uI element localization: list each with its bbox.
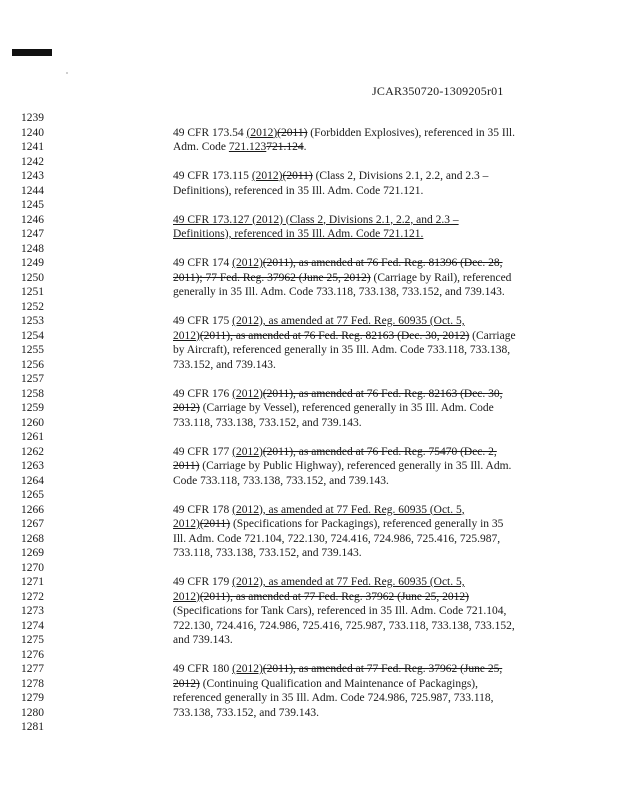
text-line bbox=[173, 198, 543, 213]
text-line bbox=[173, 662, 543, 677]
line-number: 1255 bbox=[21, 344, 44, 356]
text-line bbox=[173, 184, 543, 199]
deleted-text: 2012) bbox=[173, 677, 200, 690]
line-number: 1280 bbox=[21, 706, 44, 719]
line-number: 1270 bbox=[21, 561, 44, 574]
text-line bbox=[173, 329, 543, 344]
inserted-text: 2012) bbox=[173, 518, 200, 530]
deleted-text: 2011); 77 Fed. Reg. 37962 (June 25, 2012) bbox=[173, 271, 371, 284]
text-line bbox=[173, 474, 543, 489]
text-run: 733.118, 733.138, 733.152, and 739.143. bbox=[173, 416, 362, 429]
line-number: 1253 bbox=[21, 315, 44, 327]
deleted-text: (2011) bbox=[282, 170, 313, 182]
text-run: 49 CFR 175 bbox=[173, 315, 233, 327]
text-line bbox=[173, 575, 543, 590]
text-run: (Class 2, Divisions 2.1, 2.2, and 2.3 – bbox=[312, 170, 489, 182]
text-line bbox=[173, 546, 543, 561]
line-number: 1243 bbox=[21, 170, 44, 182]
text-run: (Carriage by Vessel), referenced generally in 35 Ill. Adm. Code bbox=[199, 402, 494, 414]
line-number: 1258 bbox=[21, 387, 44, 400]
text-line bbox=[173, 430, 543, 445]
deleted-text: (2011), as amended at 76 Fed. Reg. 75470 (Dec. 2, bbox=[262, 445, 497, 458]
line-number: 1265 bbox=[21, 489, 44, 501]
line-number: 1277 bbox=[21, 663, 44, 675]
text-line bbox=[173, 387, 543, 402]
text-line bbox=[173, 401, 543, 416]
inserted-text: 721.123 bbox=[228, 141, 267, 153]
line-number: 1267 bbox=[21, 518, 44, 530]
line-number: 1239 bbox=[21, 112, 44, 124]
text-line bbox=[173, 517, 543, 532]
text-line bbox=[173, 561, 543, 576]
text-line bbox=[173, 285, 543, 300]
text-run: (Carriage bbox=[469, 329, 516, 342]
text-line bbox=[173, 213, 543, 228]
inserted-text: (2012) bbox=[232, 663, 263, 675]
text-line bbox=[173, 343, 543, 358]
text-line bbox=[173, 720, 543, 735]
text-run: (Carriage by Rail), referenced bbox=[370, 271, 512, 284]
inserted-text: (2012) bbox=[246, 126, 278, 139]
deleted-text: (2011), as amended at 76 Fed. Reg. 81396 (Dec. 28, bbox=[262, 257, 503, 269]
line-number: 1245 bbox=[21, 199, 44, 211]
text-run: 733.118, 733.138, 733.152, and 739.143. bbox=[173, 547, 362, 559]
text-run: Code 733.118, 733.138, 733.152, and 739.143. bbox=[173, 474, 389, 487]
line-number: 1274 bbox=[21, 619, 44, 632]
line-number: 1244 bbox=[21, 184, 44, 197]
deleted-text: (2011), as amended at 77 Fed. Reg. 37962 (June 25, 2012) bbox=[199, 590, 469, 603]
text-line bbox=[173, 445, 543, 460]
line-number-gutter bbox=[21, 111, 61, 735]
text-line bbox=[173, 242, 543, 257]
inserted-text: Definitions), referenced in 35 Ill. Adm. Code 721.121. bbox=[173, 228, 424, 240]
inserted-text: (2012), as amended at 77 Fed. Reg. 60935 (Oct. 5, bbox=[232, 503, 465, 516]
deleted-text: (2011) bbox=[199, 518, 231, 530]
text-line bbox=[173, 300, 543, 315]
inserted-text: (2012) bbox=[232, 257, 263, 269]
line-number: 1259 bbox=[21, 402, 44, 414]
line-number: 1252 bbox=[21, 300, 44, 313]
line-number: 1249 bbox=[21, 257, 44, 269]
deleted-text: 2012) bbox=[173, 402, 200, 414]
deleted-text: (2011), as amended at 76 Fed. Reg. 82163 (Dec. 30, 2012) bbox=[199, 329, 470, 342]
text-line bbox=[173, 604, 543, 619]
text-line bbox=[173, 648, 543, 663]
inserted-text: 2012) bbox=[173, 329, 200, 342]
inserted-text: 49 CFR 173.127 (2012) (Class 2, Divisions 2.1, 2.2, and 2.3 – bbox=[173, 213, 459, 226]
text-run: referenced generally in 35 Ill. Adm. Code 724.986, 725.987, 733.118, bbox=[173, 692, 494, 704]
text-line bbox=[173, 532, 543, 547]
text-line bbox=[173, 677, 543, 692]
inserted-text: (2012), as amended at 77 Fed. Reg. 60935 (Oct. 5, bbox=[232, 315, 465, 327]
text-line bbox=[173, 633, 543, 648]
text-run: Definitions), referenced in 35 Ill. Adm. Code 721.121. bbox=[173, 184, 424, 197]
text-run: Adm. Code bbox=[173, 141, 229, 153]
text-run: 733.138, 733.152, and 739.143. bbox=[173, 706, 319, 719]
text-run: generally in 35 Ill. Adm. Code 733.118, 733.138, 733.152, and 739.143. bbox=[173, 286, 505, 298]
line-number: 1251 bbox=[21, 286, 44, 298]
text-run: 49 CFR 173.115 bbox=[173, 170, 252, 182]
text-line bbox=[173, 227, 543, 242]
line-number: 1242 bbox=[21, 155, 44, 168]
inserted-text: (2012), as amended at 77 Fed. Reg. 60935 (Oct. 5, bbox=[232, 576, 465, 588]
text-line bbox=[173, 155, 543, 170]
text-run: (Carriage by Public Highway), referenced generally in 35 Ill. Adm. bbox=[199, 460, 512, 472]
line-number: 1276 bbox=[21, 648, 44, 661]
text-line bbox=[173, 503, 543, 518]
line-number: 1257 bbox=[21, 373, 44, 385]
text-line bbox=[173, 459, 543, 474]
text-run: 49 CFR 173.54 bbox=[173, 126, 247, 139]
text-run: (Specifications for Packagings), referenced generally in 35 bbox=[230, 518, 504, 530]
deleted-text: 2011) bbox=[173, 460, 200, 472]
document-id: JCAR350720-1309205r01 bbox=[372, 84, 504, 98]
line-number: 1240 bbox=[21, 126, 44, 139]
text-line bbox=[173, 111, 543, 126]
line-number: 1262 bbox=[21, 445, 44, 458]
line-number: 1279 bbox=[21, 692, 44, 704]
text-run: (Continuing Qualification and Maintenance of Packagings), bbox=[199, 677, 479, 690]
text-run: 49 CFR 176 bbox=[173, 387, 233, 400]
text-line bbox=[173, 590, 543, 605]
text-line bbox=[173, 416, 543, 431]
text-run: 49 CFR 174 bbox=[173, 257, 233, 269]
line-number: 1269 bbox=[21, 547, 44, 559]
line-number: 1281 bbox=[21, 721, 44, 733]
line-number: 1254 bbox=[21, 329, 44, 342]
line-number: 1271 bbox=[21, 576, 44, 588]
line-number: 1273 bbox=[21, 605, 44, 617]
inserted-text: 2012) bbox=[173, 590, 200, 603]
line-number: 1248 bbox=[21, 242, 44, 255]
text-line bbox=[173, 169, 543, 184]
text-run: 49 CFR 178 bbox=[173, 503, 233, 516]
deleted-text: (2011) bbox=[277, 126, 308, 139]
text-line bbox=[173, 358, 543, 373]
scan-speck bbox=[66, 72, 68, 74]
line-number: 1266 bbox=[21, 503, 44, 516]
inserted-text: (2012) bbox=[251, 170, 283, 182]
text-run: (Specifications for Tank Cars), referenced in 35 Ill. Adm. Code 721.104, bbox=[173, 605, 507, 617]
inserted-text: (2012) bbox=[232, 387, 263, 400]
line-number: 1268 bbox=[21, 532, 44, 545]
text-line bbox=[173, 488, 543, 503]
text-line bbox=[173, 126, 543, 141]
deleted-text: (2011), as amended at 77 Fed. Reg. 37962 (June 25, bbox=[262, 663, 503, 675]
text-run: 49 CFR 179 bbox=[173, 576, 233, 588]
text-line bbox=[173, 372, 543, 387]
inserted-text: (2012) bbox=[232, 445, 263, 458]
text-run: and 739.143. bbox=[173, 634, 233, 646]
document-body bbox=[173, 111, 543, 735]
line-number: 1263 bbox=[21, 460, 44, 472]
line-number: 1278 bbox=[21, 677, 44, 690]
line-number: 1275 bbox=[21, 634, 44, 646]
line-number: 1260 bbox=[21, 416, 44, 429]
text-run: Ill. Adm. Code 721.104, 722.130, 724.416, 724.986, 725.416, 725.987, bbox=[173, 532, 501, 545]
text-line bbox=[173, 706, 543, 721]
deleted-text: 721.124 bbox=[266, 141, 304, 153]
text-line bbox=[173, 256, 543, 271]
line-number: 1264 bbox=[21, 474, 44, 487]
text-line bbox=[173, 691, 543, 706]
deleted-text: (2011), as amended at 76 Fed. Reg. 82163 (Dec. 30, bbox=[262, 387, 503, 400]
line-number: 1241 bbox=[21, 141, 44, 153]
line-number: 1247 bbox=[21, 228, 44, 240]
text-line bbox=[173, 271, 543, 286]
text-run: (Forbidden Explosives), referenced in 35 Ill. bbox=[307, 126, 515, 139]
line-number: 1246 bbox=[21, 213, 44, 226]
text-line bbox=[173, 619, 543, 634]
text-run: by Aircraft), referenced generally in 35 Ill. Adm. Code 733.118, 733.138, bbox=[173, 344, 511, 356]
line-number: 1261 bbox=[21, 431, 44, 443]
text-run: 722.130, 724.416, 724.986, 725.416, 725.987, 733.118, 733.138, 733.152, bbox=[173, 619, 515, 632]
text-run: . bbox=[303, 141, 307, 153]
text-run: 49 CFR 180 bbox=[173, 663, 233, 675]
text-line bbox=[173, 314, 543, 329]
line-number: 1272 bbox=[21, 590, 44, 603]
text-run: 733.152, and 739.143. bbox=[173, 358, 276, 371]
page-marker-bar bbox=[12, 49, 52, 56]
text-line bbox=[173, 140, 543, 155]
line-number: 1256 bbox=[21, 358, 44, 371]
line-number: 1250 bbox=[21, 271, 44, 284]
text-run: 49 CFR 177 bbox=[173, 445, 233, 458]
